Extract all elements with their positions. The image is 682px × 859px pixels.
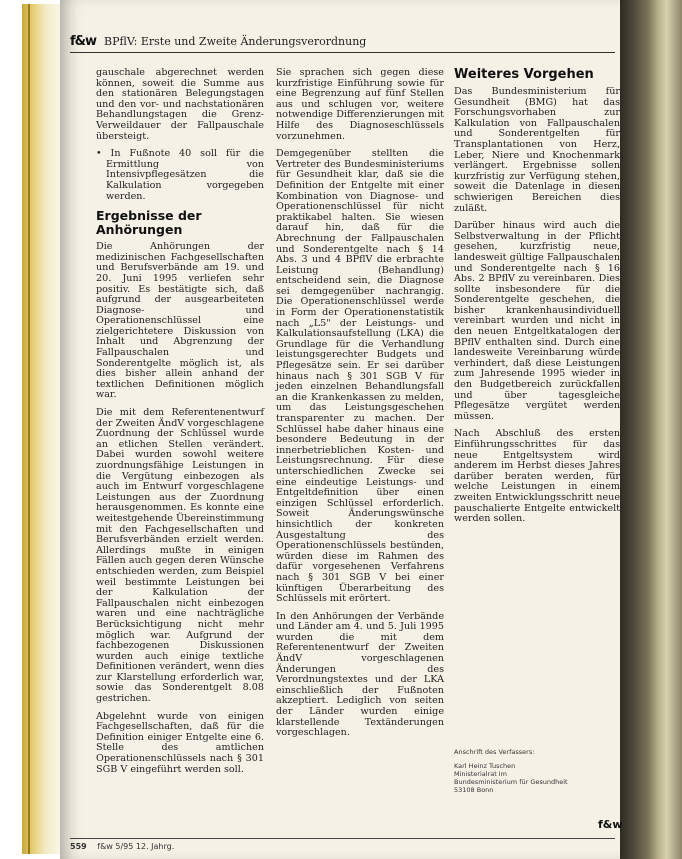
journal-issue: f&w 5/95 12. Jahrg. bbox=[97, 842, 175, 851]
paragraph: Demgegenüber stellten die Vertreter des Bundesministeriums für Gesundheit klar, daß sie die Definition der Entgelte mit einer Kombination von Diagnose- und Operationenschlüssel für nicht praktikabel halten. Sie wiesen darauf hin, daß für die Abrechnung der Fallpauschalen und Sonderentgelte nach § 14 Abs. 3 und 4 BPflV die erbrachte Leistung (Behandlung) entscheidend sein, die Diagnose sei demgegenüber nachrangig. Die Operationenschlüssel werde in Form der Operationenstatistik nach „L5" der Leistungs- und Kalkulationsaufstellung (LKA) die Grundlage für die Verhandlung leistungsgerechter Budgets und Pflegesätze sein. Er sei darüber hinaus nach § 301 SGB V für jeden einzelnen Behandlungsfall an die Krankenkassen zu melden, um das Leistungsgeschehen transparenter zu machen. Der Schlüssel habe daher hinaus eine besondere Bedeutung in der innerbetrieblichen Kosten- und Leistungsrechnung. Für diese unterschiedlichen Zwecke sei eine eindeutige Leistungs- und Entgeltdefinition über einen einzigen Schlüssel erforderlich. Soweit Änderungswünsche hinsichtlich der konkreten Ausgestaltung des Operationenschlüssels bestünden, würden diese im Rahmen des dafür vorgesehenen Verfahrens nach § 301 SGB V bei einer künftigen Überarbeitung des Schlüssels mit erörtert. bbox=[276, 148, 444, 605]
column-1 bbox=[96, 68, 264, 782]
paragraph: Sie sprachen sich gegen diese kurzfristige Einführung sowie für eine Begrenzung auf fünf Stellen aus und schlugen vor, weitere notwendige Differenzierungen mit Hilfe des Diagnoseschlüssels vorzunehmen. bbox=[276, 67, 444, 142]
book-edge-right bbox=[620, 0, 682, 859]
author-address bbox=[454, 748, 604, 794]
author-line: Ministerialrat im bbox=[454, 770, 507, 778]
column-2 bbox=[276, 68, 444, 746]
page-footer bbox=[70, 842, 174, 851]
column-3 bbox=[454, 68, 620, 532]
section-heading: Ergebnisse der Anhörungen bbox=[96, 208, 202, 238]
section-heading: Weiteres Vorgehen bbox=[454, 67, 594, 82]
fw-logo: f&w bbox=[70, 33, 97, 49]
fw-logo-footer: f&w bbox=[598, 818, 623, 831]
author-line: Bundesministerium für Gesundheit bbox=[454, 778, 568, 786]
paragraph: Nach Abschluß des ersten Einführungsschrittes für das neue Entgeltsystem wird anderem im Herbst dieses Jahres darüber beraten werden, für welche Leistungen in einem zweiten Entwicklungsschritt neue pauschalierte Entgelte entwickelt werden sollen. bbox=[454, 428, 620, 525]
author-label: Anschrift des Verfassers: bbox=[454, 748, 535, 756]
paragraph: Das Bundesministerium für Gesundheit (BMG) hat das Forschungsvorhaben zur Kalkulation von Fallpauschalen und Sonderentgelten für Transplantationen von Herz, Leber, Niere und Knochenmark verlängert. Ergebnisse sollen kurzfristig zur Verfügung stehen, soweit die Datenlage in diesen schwierigen Bereichen dies zuläßt. bbox=[454, 86, 620, 214]
bullet-item: • In Fußnote 40 soll für die Ermittlung von Intensivpflegesätzen die Kalkulation vorgegeben werden. bbox=[96, 148, 264, 202]
author-name: Karl Heinz Tuschen bbox=[454, 762, 516, 770]
paragraph: gauschale abgerechnet werden können, soweit die Summe aus den stationären Belegungstagen und den vor- und nachstationären Behandlungstagen die Grenz-Verweildauer der Fallpauschale übersteigt. bbox=[96, 67, 264, 142]
paragraph: Die mit dem Referentenentwurf der Zweiten ÄndV vorgeschlagene Zuordnung der Schlüssel wurde an etlichen Stellen verändert. Dabei wurden sowohl weitere zuordnungsfähige Leistungen in die Vergütung einbezogen als auch im Entwurf vorgeschlagene Leistungen aus der Zuordnung herausgenommen. Es konnte eine weitestgehende Übereinstimmung mit den Fachgesellschaften und Berufsverbänden erzielt werden. Allerdings mußte in einigen Fällen auch gegen deren Wünsche entschieden werden, zum Beispiel weil bestimmte Leistungen bei der Kalkulation der Fallpauschalen nicht einbezogen waren und eine nachträgliche Berücksichtigung nicht mehr möglich war. Aufgrund der fachbezogenen Diskussionen wurden auch einige textliche Definitionen verändert, wenn dies zur Klarstellung erforderlich war, sowie das Sonderentgelt 8.08 gestrichen. bbox=[96, 407, 264, 705]
paragraph: Abgelehnt wurde von einigen Fachgesellschaften, daß für die Definition einiger Entgelte eine 6. Stelle des amtlichen Operationenschlüssels nach § 301 SGB V eingeführt werden soll. bbox=[96, 710, 264, 775]
paragraph: Die Anhörungen der medizinischen Fachgesellschaften und Berufsverbände am 19. und 20. Juni 1995 verliefen sehr positiv. Es bestätigte sich, daß aufgrund der ausgearbeiteten Diagnose- und Operationenschlüssel eine zielgerichtetere Diskussion von Inhalt und Abgrenzung der Fallpauschalen und Sonderentgelte möglich ist, als dies bisher allein anhand der textlichen Definitionen möglich war. bbox=[96, 241, 264, 401]
footer-rule bbox=[70, 838, 615, 839]
paragraph: Darüber hinaus wird auch die Selbstverwaltung in der Pflicht gesehen, kurzfristig neue, landesweit gültige Fallpauschalen und Sonderentgelte nach § 16 Abs. 2 BPflV zu vereinbaren. Dies sollte insbesondere für die Sonderentgelte geschehen, die bisher krankenhausindividuell vereinbart wurden und nicht in den neuen Entgeltkatalogen der BPflV enthalten sind. Durch eine landesweite Vereinbarung würde verhindert, daß diese Leistungen zum Jahresende 1995 wieder in den Budgetbereich zurückfallen und über tagesgleiche Pflegesätze vergütet werden müssen. bbox=[454, 220, 620, 422]
paragraph: In den Anhörungen der Verbände und Länder am 4. und 5. Juli 1995 wurden die mit dem Referentenentwurf der Zweiten ÄndV vorgeschlagenen Änderungen des Verordnungstextes und der LKA einschließlich der Fußnoten akzeptiert. Lediglich von seiten der Länder wurden einige klarstellende Textänderungen vorgeschlagen. bbox=[276, 610, 444, 739]
page-number: 559 bbox=[70, 842, 87, 851]
book-edge-left bbox=[22, 4, 62, 854]
running-header bbox=[70, 30, 615, 53]
header-title: BPflV: Erste und Zweite Änderungsverordnung bbox=[104, 34, 367, 48]
author-line: 53108 Bonn bbox=[454, 786, 494, 794]
